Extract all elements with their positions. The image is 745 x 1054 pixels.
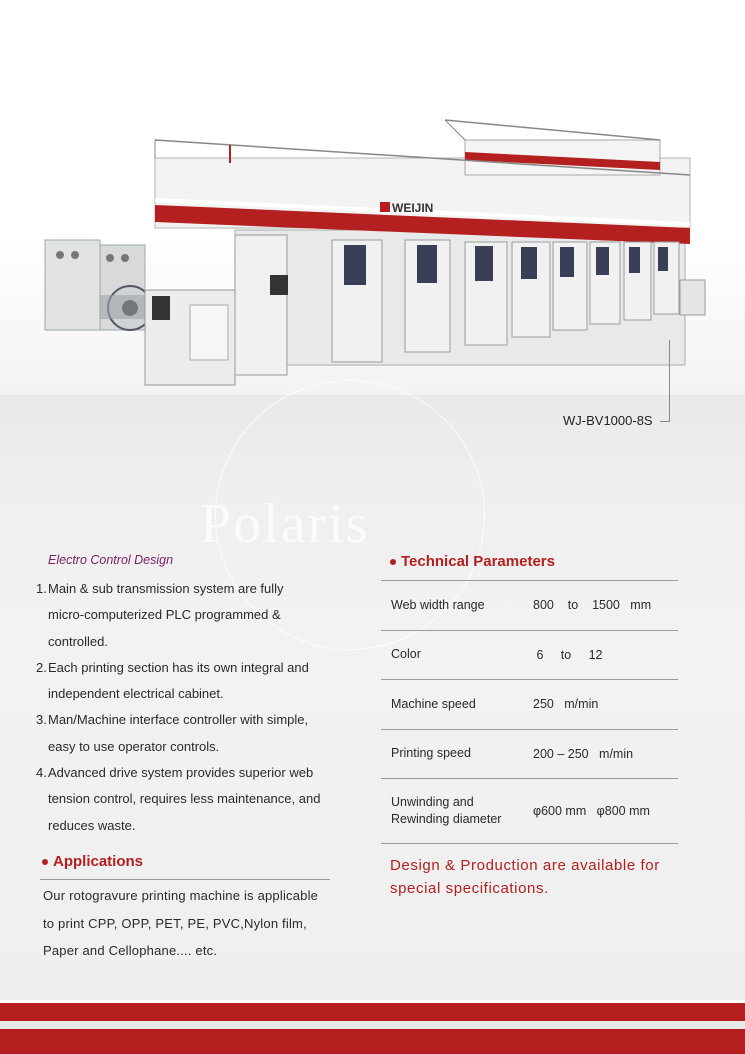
applications-line: Our rotogravure printing machine is applicable [43,888,319,903]
model-number: WJ-BV1000-8S [563,413,653,428]
table-row [381,730,678,780]
svg-text:WEIJIN: WEIJIN [392,201,434,215]
applications-line: to print CPP, OPP, PET, PE, PVC,Nylon film, [43,915,307,931]
applications-divider [40,879,330,880]
feature-item [36,813,366,839]
param-label: Web width range [391,597,485,612]
custom-design-note [390,855,700,900]
feature-text: Advanced drive system provides superior web [48,765,314,781]
feature-text: Man/Machine interface controller with simple, [48,712,309,728]
technical-parameters-title: Technical Parameters [401,553,555,570]
feature-item [36,629,366,655]
feature-text: Each printing section has its own integral and [48,659,309,675]
feature-text: tension control, requires less maintenance, and [48,791,321,807]
feature-text: controlled. [48,633,108,649]
feature-item [36,760,366,786]
electro-control-heading: Electro Control Design [48,553,174,567]
footer-stripe-gap [0,1021,745,1029]
printing-machine-image [40,100,720,400]
table-row [381,581,678,631]
applications-text [43,882,363,965]
param-value: 6 to 12 [533,647,603,662]
param-value: 250 m/min [533,697,599,712]
param-label: Color [391,647,421,662]
feature-item [36,707,366,733]
feature-text: micro-computerized PLC programmed & [48,607,281,623]
feature-text: Main & sub transmission system are fully [48,581,284,596]
feature-item [36,602,366,628]
applications-line: Paper and Cellophane.... etc. [43,943,218,958]
note-line: special specifications. [390,879,549,897]
param-value: φ600 mm φ800 mm [533,804,650,818]
feature-text: reduces waste. [48,817,136,833]
footer-stripe [0,1029,745,1054]
applications-heading [42,853,143,870]
param-label: Printing speed [391,746,471,761]
table-row [381,779,678,844]
feature-item [36,786,366,812]
parameters-table [381,580,678,844]
feature-item [36,734,366,760]
feature-text: easy to use operator controls. [48,738,220,754]
param-value: 800 to 1500 mm [533,598,652,613]
table-row [381,631,678,681]
note-line: Design & Production are available for [390,857,660,874]
feature-number: 3. [36,712,47,728]
feature-text: independent electrical cabinet. [48,686,224,702]
param-value: 200 – 250 m/min [533,746,634,761]
feature-number: 1. [36,581,47,596]
feature-list [36,576,366,839]
feature-number: 2. [36,659,47,675]
table-row [381,680,678,730]
footer-stripe [0,1003,745,1021]
feature-item [36,681,366,707]
bullet-icon [390,559,396,565]
watermark-text: Polaris [200,493,370,555]
model-callout-line [669,340,670,422]
feature-item [36,576,366,602]
feature-item [36,655,366,681]
applications-title: Applications [53,853,144,870]
technical-parameters-heading [390,553,555,570]
param-label: Unwinding and Rewinding diameter [391,795,502,826]
feature-number: 4. [36,765,47,781]
param-label: Machine speed [391,696,476,711]
model-callout-tick [660,421,670,422]
bullet-icon [42,859,48,865]
